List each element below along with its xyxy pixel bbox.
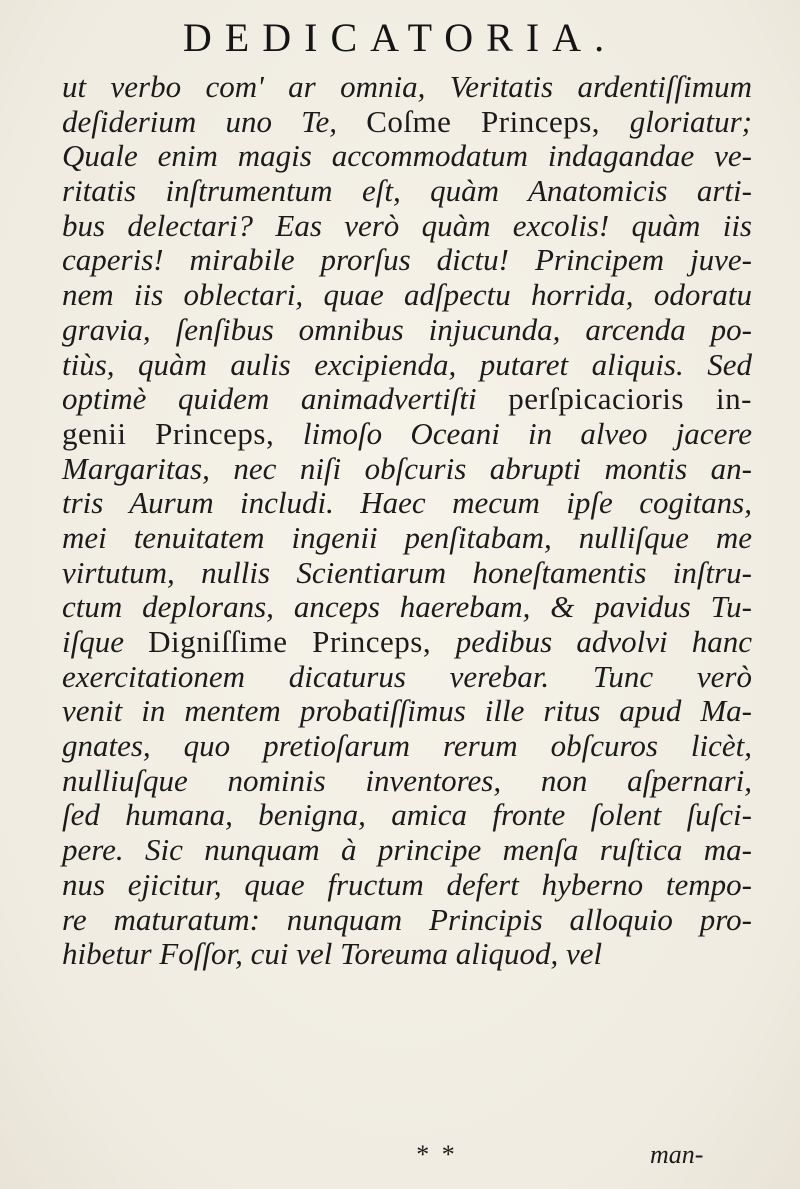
roman-text: Coſme Princeps, — [366, 103, 630, 139]
text-line — [62, 764, 752, 799]
italic-text: deſiderium uno Te, — [62, 103, 367, 139]
text-line — [62, 660, 752, 695]
italic-text: bus delectari? Eas verò quàm excolis! quàm iis — [62, 207, 752, 243]
text-line — [62, 70, 752, 105]
italic-text: exercitationem dicaturus verebar. Tunc verò — [62, 658, 752, 694]
catchword: man- — [650, 1140, 704, 1169]
italic-text: ut verbo com' ar omnia, Veritatis ardentiſſimum — [62, 69, 752, 104]
text-line — [62, 243, 752, 278]
italic-text: gloriatur; — [629, 103, 752, 139]
italic-text: optimè quidem animadvertiſti — [62, 381, 509, 417]
text-line — [62, 798, 752, 833]
text-line — [62, 521, 752, 556]
italic-text: venit in mentem probatiſſimus ille ritus apud Ma- — [62, 693, 752, 729]
roman-text: perſpicacioris in- — [508, 381, 752, 417]
text-line — [62, 105, 752, 140]
text-line — [62, 625, 752, 660]
italic-text: nulliuſque nominis inventores, non aſpernari, — [62, 762, 752, 798]
italic-text: iſque — [62, 624, 149, 659]
dedication-text — [62, 70, 752, 972]
italic-text: ritatis inſtrumentum eſt, quàm Anatomicis arti- — [62, 173, 752, 209]
text-line — [62, 556, 752, 591]
italic-text: pere. Sic nunquam à principe menſa ruſtica ma- — [62, 832, 752, 868]
text-line — [62, 729, 752, 764]
italic-text: nem iis oblectari, quae adſpectu horrida, odoratu — [62, 277, 752, 313]
italic-text: gravia, ſenſibus omnibus injucunda, arcenda po- — [62, 311, 752, 347]
italic-text: Margaritas, nec niſi obſcuris abrupti montis an- — [62, 450, 752, 486]
text-line — [62, 278, 752, 313]
italic-text: hibetur Foſſor, cui vel Toreuma aliquod, vel — [62, 936, 603, 972]
italic-text: Quale enim magis accommodatum indagandae ve- — [62, 138, 752, 174]
italic-text: virtutum, nullis Scientiarum honeſtamentis inſtru- — [62, 554, 752, 590]
roman-text: Digniſſime Princeps, — [148, 624, 456, 659]
text-line — [62, 833, 752, 868]
italic-text: re maturatum: nunquam Principis alloquio pro- — [62, 901, 752, 937]
italic-text: gnates, quo pretioſarum rerum obſcuros licèt, — [62, 728, 752, 764]
text-line — [62, 868, 752, 903]
text-line — [62, 486, 752, 521]
text-line — [62, 139, 752, 174]
text-line — [62, 903, 752, 938]
italic-text: tris Aurum includi. Haec mecum ipſe cogitans, — [62, 485, 752, 521]
text-line — [62, 417, 752, 452]
page-heading: DEDICATORIA. — [182, 15, 618, 60]
italic-text: caperis! mirabile prorſus dictu! Principem juve- — [62, 242, 752, 278]
italic-text: ſed humana, benigna, amica fronte ſolent ſuſci- — [62, 797, 752, 833]
text-line — [62, 937, 752, 972]
roman-text: genii Princeps, — [62, 415, 303, 451]
text-line — [62, 382, 752, 417]
text-line — [62, 313, 752, 348]
italic-text: ctum deplorans, anceps haerebam, & pavidus Tu- — [62, 589, 752, 625]
text-line — [62, 209, 752, 244]
text-line — [62, 174, 752, 209]
italic-text: limoſo Oceani in alveo jacere — [302, 415, 753, 451]
text-line — [62, 452, 752, 487]
italic-text: pedibus advolvi hanc — [455, 624, 752, 659]
italic-text: mei tenuitatem ingenii penſitabam, nulliſque me — [62, 519, 752, 555]
italic-text: nus ejicitur, quae fructum defert hyberno tempo- — [62, 866, 752, 902]
text-line — [62, 348, 752, 383]
text-line — [62, 694, 752, 729]
italic-text: tiùs, quàm aulis excipienda, putaret aliquis. Sed — [62, 346, 752, 382]
page-footer — [0, 1140, 800, 1170]
text-line — [62, 590, 752, 625]
signature-mark: * * — [415, 1140, 457, 1169]
